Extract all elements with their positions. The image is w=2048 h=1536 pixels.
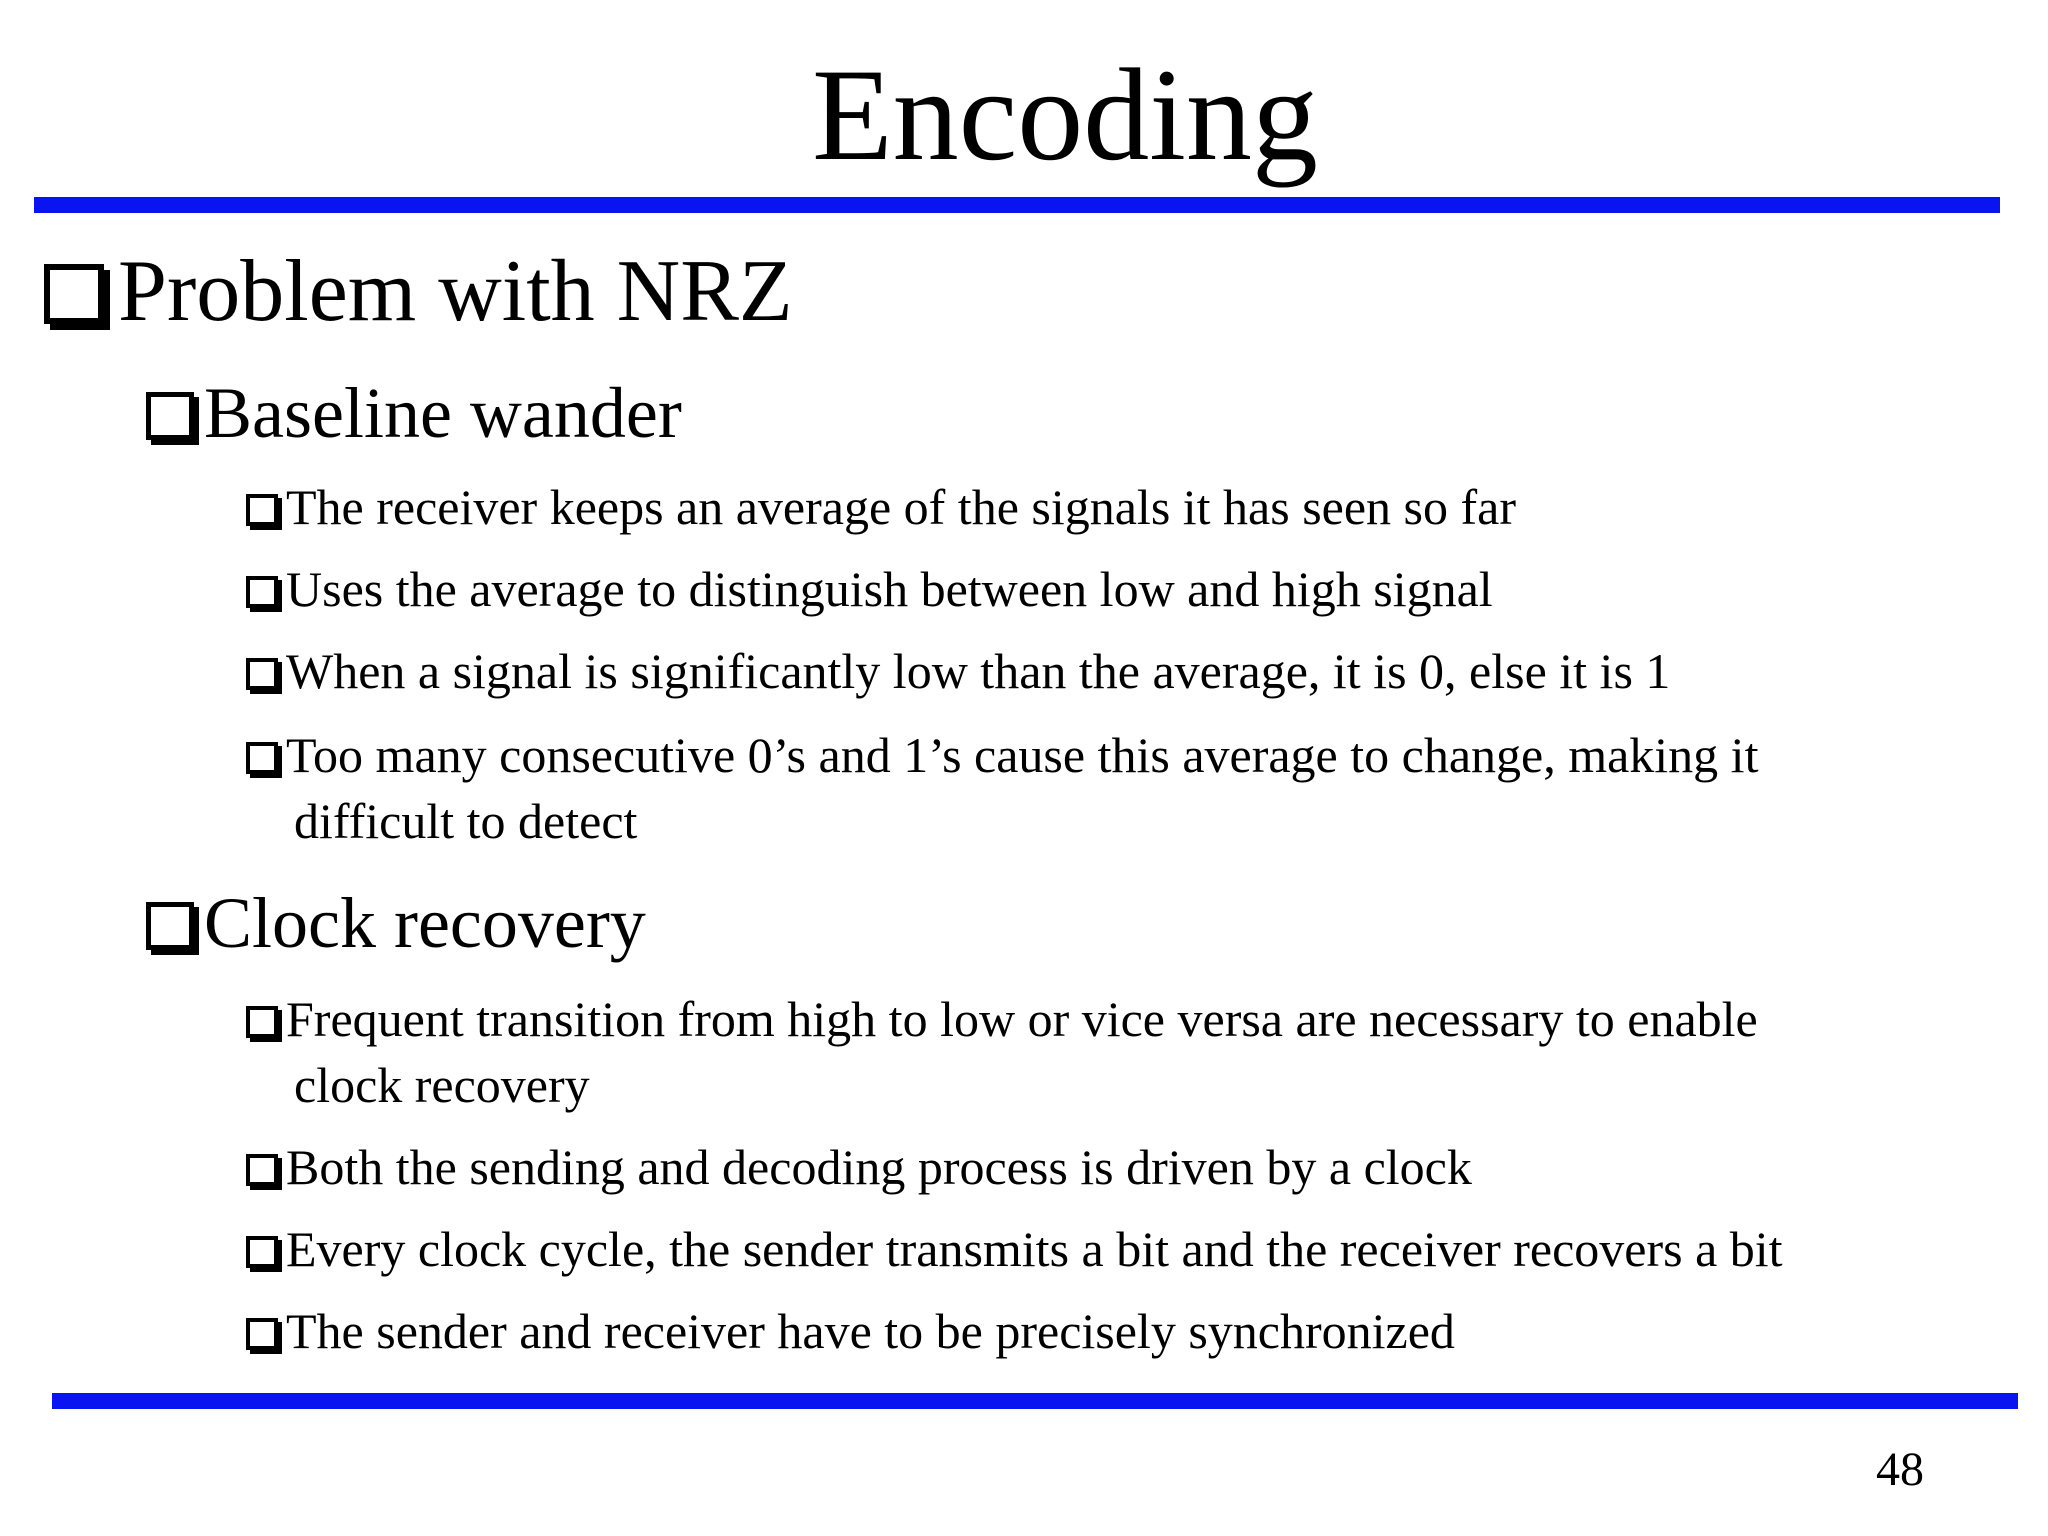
bullet-text: Uses the average to distinguish between low and high signal [286, 561, 1493, 617]
checkbox-bullet-icon [246, 576, 278, 608]
checkbox-bullet-icon [246, 742, 278, 774]
bullet-text: Every clock cycle, the sender transmits a bit and the receiver recovers a bit [286, 1221, 1783, 1277]
bottom-divider [52, 1393, 2018, 1409]
bullet-clock-item-1-continuation: clock recovery [294, 1057, 590, 1113]
bullet-clock-item-3 [246, 1216, 1783, 1282]
bullet-clock-item-4 [246, 1298, 1455, 1364]
bullet-text: Problem with NRZ [118, 243, 793, 340]
bullet-baseline-wander [146, 372, 682, 454]
bullet-baseline-item-2 [246, 556, 1493, 622]
checkbox-bullet-icon [246, 1236, 278, 1268]
bullet-baseline-item-3 [246, 638, 1670, 704]
bullet-text: The sender and receiver have to be precisely synchronized [286, 1303, 1455, 1359]
checkbox-bullet-icon [44, 264, 104, 324]
bullet-clock-recovery [146, 882, 646, 964]
bullet-text: Both the sending and decoding process is driven by a clock [286, 1139, 1472, 1195]
checkbox-bullet-icon [246, 1154, 278, 1186]
slide-title: Encoding [812, 41, 1318, 188]
bullet-baseline-item-4-continuation: difficult to detect [294, 793, 638, 849]
checkbox-bullet-icon [146, 902, 194, 950]
bullet-text: Frequent transition from high to low or vice versa are necessary to enable [286, 991, 1758, 1047]
bullet-baseline-item-1 [246, 474, 1516, 540]
checkbox-bullet-icon [246, 1318, 278, 1350]
checkbox-bullet-icon [146, 392, 194, 440]
bullet-clock-item-2 [246, 1134, 1472, 1200]
bullet-baseline-item-4 [246, 722, 1758, 788]
checkbox-bullet-icon [246, 494, 278, 526]
bullet-text: Clock recovery [204, 883, 646, 963]
bullet-clock-item-1 [246, 986, 1758, 1052]
bullet-text: Too many consecutive 0’s and 1’s cause this average to change, making it [286, 727, 1759, 783]
bullet-text: The receiver keeps an average of the signals it has seen so far [286, 479, 1517, 535]
bullet-text: When a signal is significantly low than the average, it is 0, else it is 1 [286, 643, 1671, 699]
bullet-problem-with-nrz [44, 242, 793, 342]
checkbox-bullet-icon [246, 1006, 278, 1038]
top-divider [34, 197, 2000, 213]
bullet-text: Baseline wander [204, 373, 682, 453]
checkbox-bullet-icon [246, 658, 278, 690]
page-number: 48 [1876, 1443, 1924, 1496]
